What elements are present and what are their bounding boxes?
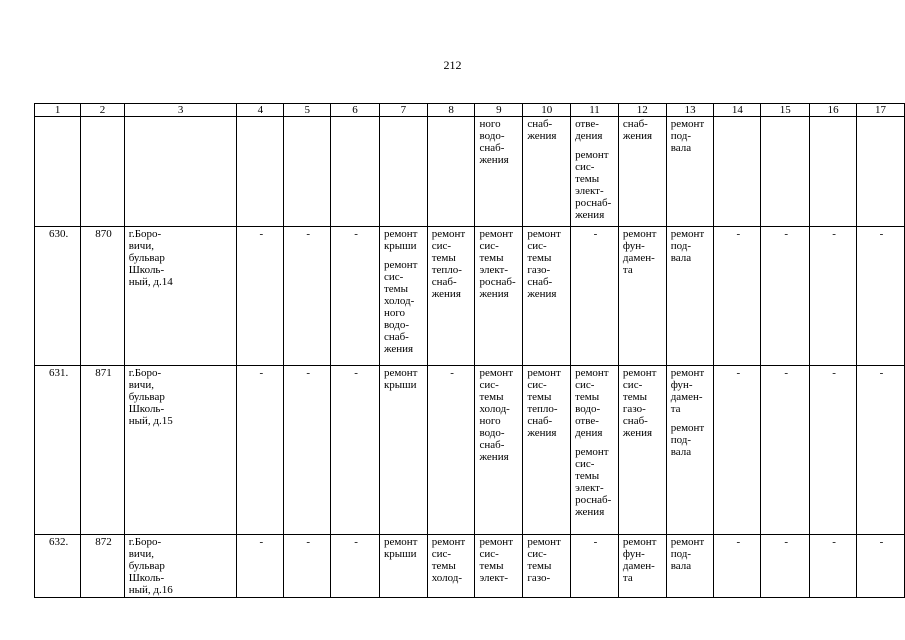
empty-dash: - bbox=[736, 228, 741, 240]
table-cell bbox=[475, 535, 523, 598]
table-cell bbox=[379, 535, 427, 598]
column-header: 5 bbox=[284, 104, 331, 117]
table-cell bbox=[618, 535, 666, 598]
empty-dash: - bbox=[593, 536, 598, 548]
column-header: 7 bbox=[379, 104, 427, 117]
table-cell bbox=[379, 117, 427, 227]
table-cell bbox=[427, 366, 475, 535]
cell-text: ремонт сис- темы газо- bbox=[527, 536, 561, 584]
column-header: 3 bbox=[124, 104, 237, 117]
table-cell bbox=[124, 117, 237, 227]
cell-text: 630. bbox=[49, 228, 69, 240]
table-cell bbox=[857, 366, 905, 535]
cell-text: ремонт сис- темы холод- bbox=[431, 536, 466, 584]
column-header: 2 bbox=[81, 104, 124, 117]
table-cell bbox=[81, 227, 124, 366]
table-cell bbox=[666, 227, 714, 366]
cell-text: ремонт под- вала bbox=[670, 422, 705, 458]
table-cell bbox=[379, 366, 427, 535]
cell-text: г.Боро- вичи, бульвар Школь- ный, д.16 bbox=[128, 536, 173, 596]
table-cell bbox=[81, 535, 124, 598]
table-cell bbox=[81, 366, 124, 535]
cell-text: ремонт сис- темы водо- отве- дения bbox=[575, 367, 609, 439]
column-header: 9 bbox=[475, 104, 523, 117]
table-cell bbox=[331, 117, 380, 227]
cell-text: ремонт крыши bbox=[383, 367, 418, 391]
cell-text: ремонт сис- темы тепло- снаб- жения bbox=[431, 228, 466, 300]
table-cell bbox=[810, 535, 857, 598]
table-cell bbox=[379, 227, 427, 366]
table-cell bbox=[571, 117, 619, 227]
cell-text: ремонт фун- дамен- та bbox=[670, 367, 705, 415]
cell-text: ремонт сис- темы газо- снаб- жения bbox=[622, 367, 657, 439]
cell-text: отве- дения bbox=[575, 118, 603, 142]
empty-dash: - bbox=[306, 536, 311, 548]
column-header: 15 bbox=[761, 104, 810, 117]
table-cell bbox=[857, 117, 905, 227]
table-cell bbox=[857, 535, 905, 598]
page-number: 212 bbox=[443, 58, 462, 72]
empty-dash: - bbox=[306, 367, 311, 379]
cell-text: ремонт под- вала bbox=[670, 228, 705, 264]
table-cell bbox=[523, 366, 571, 535]
table-cell bbox=[761, 117, 810, 227]
column-header: 17 bbox=[857, 104, 905, 117]
table-cell bbox=[284, 535, 331, 598]
empty-dash: - bbox=[879, 367, 884, 379]
table-row bbox=[35, 535, 905, 598]
table-cell bbox=[810, 366, 857, 535]
table-cell bbox=[571, 366, 619, 535]
table-cell bbox=[427, 117, 475, 227]
table-cell bbox=[761, 366, 810, 535]
table-cell bbox=[666, 535, 714, 598]
cell-text: ремонт фун- дамен- та bbox=[622, 536, 657, 584]
column-header: 4 bbox=[237, 104, 284, 117]
table-cell bbox=[571, 227, 619, 366]
table-cell bbox=[714, 535, 761, 598]
cell-text: ремонт крыши bbox=[383, 536, 418, 560]
table-cell bbox=[810, 117, 857, 227]
cell-text: 871 bbox=[95, 367, 112, 379]
table-cell bbox=[475, 227, 523, 366]
empty-dash: - bbox=[593, 228, 598, 240]
cell-text: 872 bbox=[95, 536, 112, 548]
table-cell bbox=[427, 227, 475, 366]
column-header: 1 bbox=[35, 104, 81, 117]
empty-dash: - bbox=[784, 367, 789, 379]
empty-dash: - bbox=[832, 536, 836, 548]
table-cell bbox=[666, 117, 714, 227]
table-cell bbox=[237, 366, 284, 535]
cell-text: ремонт сис- темы холод- ного водо- снаб- жения bbox=[479, 367, 514, 463]
cell-text: 870 bbox=[95, 228, 112, 240]
cell-text: ремонт сис- темы элект- bbox=[479, 536, 514, 584]
table-cell bbox=[237, 535, 284, 598]
table-body bbox=[35, 117, 905, 598]
table-cell bbox=[810, 227, 857, 366]
empty-dash: - bbox=[879, 228, 884, 240]
table-cell bbox=[331, 535, 380, 598]
table-cell bbox=[475, 366, 523, 535]
cell-text: г.Боро- вичи, бульвар Школь- ный, д.15 bbox=[128, 367, 173, 427]
column-header: 12 bbox=[618, 104, 666, 117]
empty-dash: - bbox=[354, 228, 358, 240]
table-cell bbox=[331, 366, 380, 535]
table-row bbox=[35, 366, 905, 535]
table-cell bbox=[618, 117, 666, 227]
cell-text: снаб- жения bbox=[622, 118, 653, 142]
table-row bbox=[35, 227, 905, 366]
cell-text: ремонт сис- темы газо- снаб- жения bbox=[527, 228, 561, 300]
empty-dash: - bbox=[259, 228, 264, 240]
table-cell bbox=[761, 227, 810, 366]
cell-text: ремонт под- вала bbox=[670, 118, 705, 154]
column-header: 10 bbox=[523, 104, 571, 117]
cell-text: ного водо- снаб- жения bbox=[479, 118, 509, 166]
empty-dash: - bbox=[306, 228, 311, 240]
column-header: 14 bbox=[714, 104, 761, 117]
table-cell bbox=[124, 535, 237, 598]
table-cell bbox=[857, 227, 905, 366]
table-cell bbox=[714, 227, 761, 366]
table-cell bbox=[284, 117, 331, 227]
empty-dash: - bbox=[879, 536, 884, 548]
table-cell bbox=[35, 366, 81, 535]
empty-dash: - bbox=[354, 367, 358, 379]
table-cell bbox=[523, 535, 571, 598]
table-cell bbox=[35, 227, 81, 366]
empty-dash: - bbox=[832, 228, 836, 240]
empty-dash: - bbox=[736, 367, 741, 379]
table-cell bbox=[124, 366, 237, 535]
empty-dash: - bbox=[354, 536, 358, 548]
table-cell bbox=[523, 227, 571, 366]
cell-text: ремонт сис- темы тепло- снаб- жения bbox=[527, 367, 561, 439]
table-cell bbox=[618, 366, 666, 535]
table-cell bbox=[81, 117, 124, 227]
table-cell bbox=[35, 117, 81, 227]
empty-dash: - bbox=[450, 367, 454, 379]
table-cell bbox=[427, 535, 475, 598]
cell-text: ремонт фун- дамен- та bbox=[622, 228, 657, 276]
cell-text: ремонт под- вала bbox=[670, 536, 705, 572]
cell-text: 632. bbox=[49, 536, 69, 548]
works-table bbox=[34, 103, 905, 598]
table-cell bbox=[571, 535, 619, 598]
cell-text: ремонт сис- темы элект- роснаб- жения bbox=[575, 446, 612, 518]
table-cell bbox=[124, 227, 237, 366]
table-cell bbox=[237, 117, 284, 227]
table-cell bbox=[284, 227, 331, 366]
empty-dash: - bbox=[259, 536, 264, 548]
column-header: 16 bbox=[810, 104, 857, 117]
column-header: 11 bbox=[571, 104, 619, 117]
empty-dash: - bbox=[784, 536, 789, 548]
table-cell bbox=[284, 366, 331, 535]
cell-text: ремонт сис- темы элект- роснаб- жения bbox=[575, 149, 612, 221]
table-cell bbox=[331, 227, 380, 366]
empty-dash: - bbox=[736, 536, 741, 548]
column-header: 13 bbox=[666, 104, 714, 117]
table-row-continuation bbox=[35, 117, 905, 227]
empty-dash: - bbox=[259, 367, 264, 379]
column-header: 8 bbox=[427, 104, 475, 117]
table-cell bbox=[35, 535, 81, 598]
empty-dash: - bbox=[784, 228, 789, 240]
header-row bbox=[35, 104, 905, 117]
table-cell bbox=[523, 117, 571, 227]
table-cell bbox=[475, 117, 523, 227]
empty-dash: - bbox=[832, 367, 836, 379]
cell-text: ремонт крыши bbox=[383, 228, 418, 252]
table-cell bbox=[666, 366, 714, 535]
cell-text: ремонт сис- темы элект- роснаб- жения bbox=[479, 228, 516, 300]
cell-text: г.Боро- вичи, бульвар Школь- ный, д.14 bbox=[128, 228, 173, 288]
table-cell bbox=[761, 535, 810, 598]
cell-text: снаб- жения bbox=[527, 118, 557, 142]
column-header: 6 bbox=[331, 104, 380, 117]
table-cell bbox=[714, 117, 761, 227]
cell-text: ремонт сис- темы холод- ного водо- снаб- жения bbox=[383, 259, 418, 355]
table-cell bbox=[714, 366, 761, 535]
cell-text: 631. bbox=[49, 367, 69, 379]
table-cell bbox=[618, 227, 666, 366]
table-cell bbox=[237, 227, 284, 366]
